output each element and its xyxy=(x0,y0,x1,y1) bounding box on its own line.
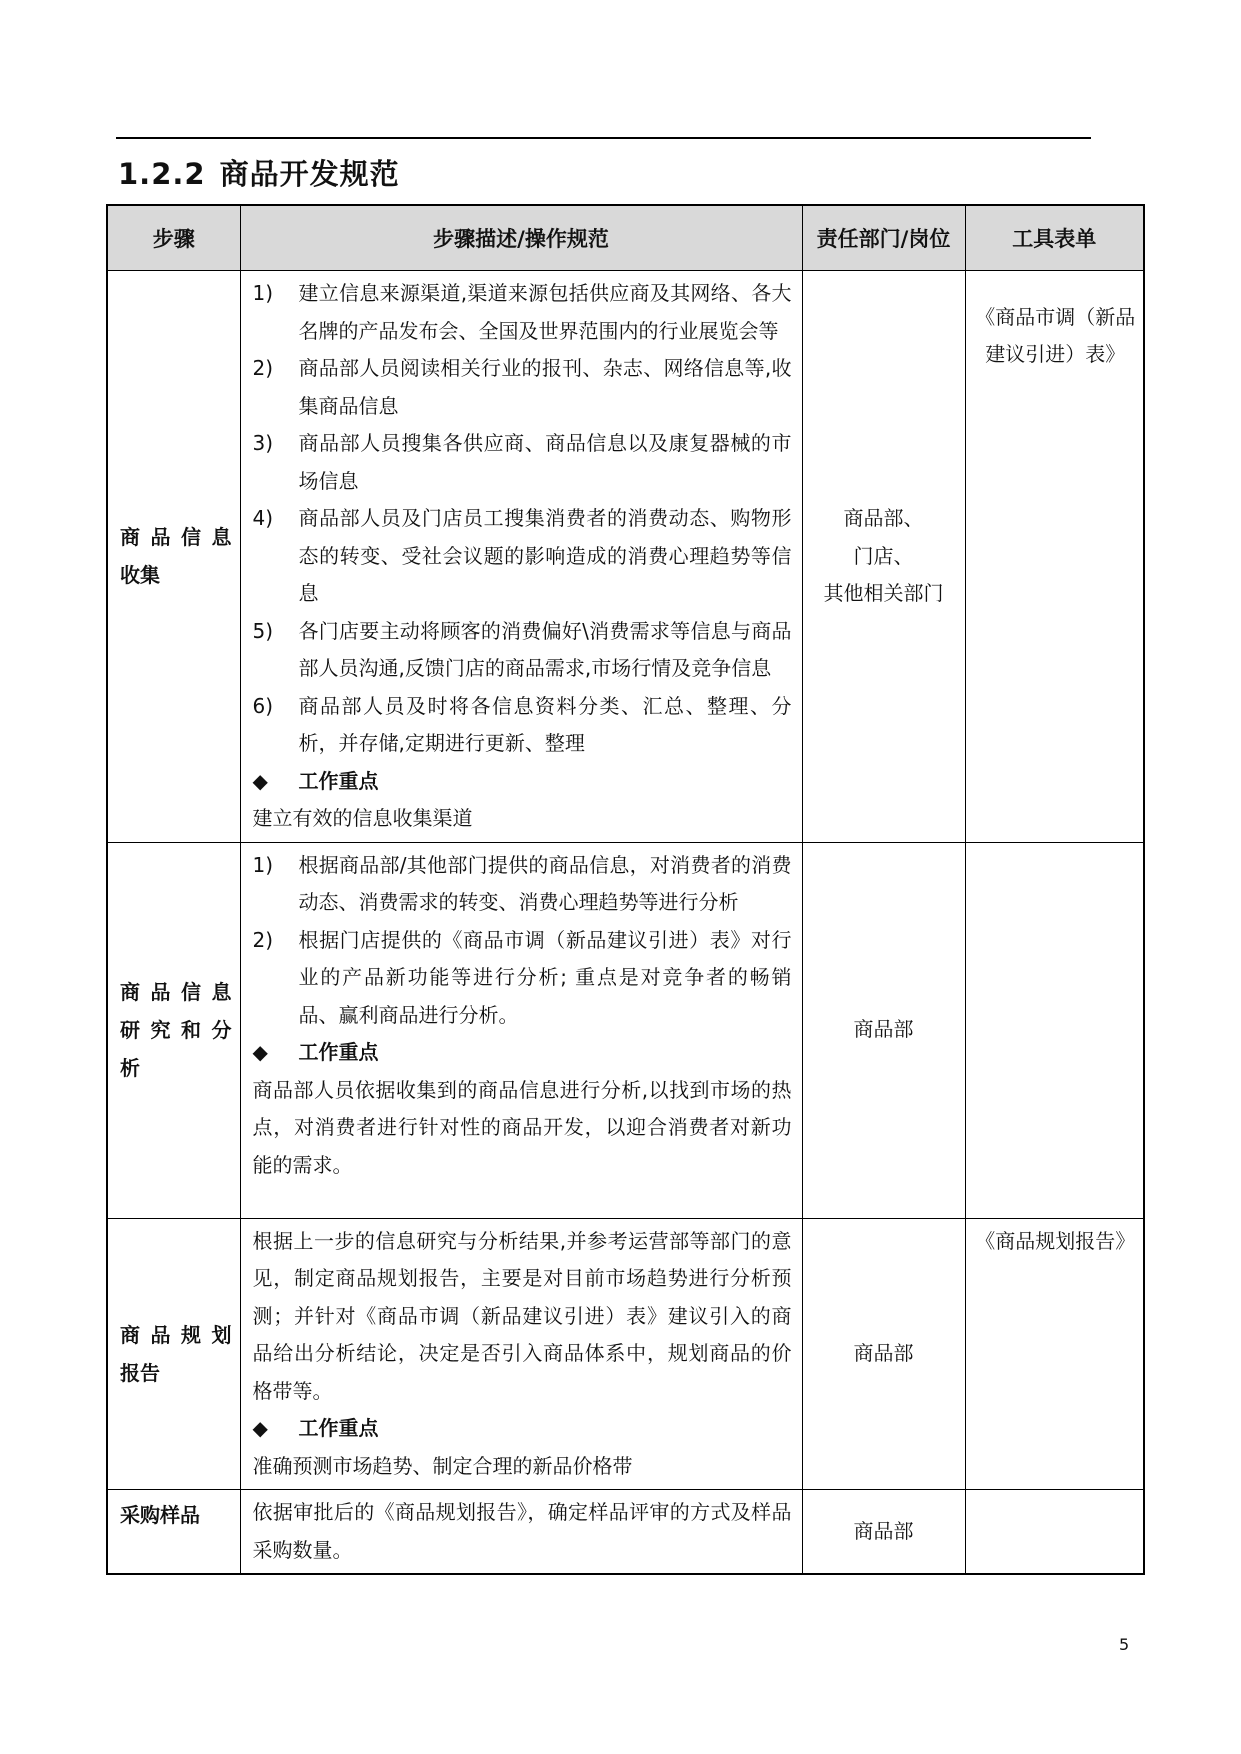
department-cell xyxy=(802,271,965,843)
key-point-label: 工作重点 xyxy=(298,1040,379,1064)
section-heading xyxy=(118,152,400,193)
item-number: 1) xyxy=(252,281,274,305)
item-text: 根据商品部/其他部门提供的商品信息，对消费者的消费动态、消费需求的转变、消费心理趋势等进行分析 xyxy=(298,852,792,914)
table-row xyxy=(107,842,1144,1218)
key-point-label: 工作重点 xyxy=(298,1416,379,1440)
item-number: 3) xyxy=(252,431,274,455)
department-line: 商品部 xyxy=(853,1017,914,1042)
list-item xyxy=(253,500,792,613)
item-number: 4) xyxy=(252,506,274,530)
section-title: 商品开发规范 xyxy=(219,157,400,191)
item-text: 商品部人员阅读相关行业的报刊、杂志、网络信息等,收集商品信息 xyxy=(298,356,792,418)
tool-cell xyxy=(965,842,1144,1218)
step-line: 采购样品 xyxy=(120,1503,200,1527)
item-text: 建立信息来源渠道,渠道来源包括供应商及其网络、各大名牌的产品发布会、全国及世界范围内的行业展览会等 xyxy=(298,281,792,343)
list-item xyxy=(253,275,792,350)
step-cell xyxy=(107,842,240,1218)
key-point-text: 建立有效的信息收集渠道 xyxy=(252,806,473,830)
item-text: 商品部人员及时将各信息资料分类、汇总、整理、分析，并存储,定期进行更新、整理 xyxy=(298,693,792,755)
department-cell xyxy=(802,1490,965,1575)
step-line: 商品规划 xyxy=(120,1322,232,1347)
page-number: 5 xyxy=(1119,1635,1130,1654)
header-tool: 工具表单 xyxy=(965,205,1144,271)
diamond-icon: ◆ xyxy=(252,1416,268,1440)
item-number: 2) xyxy=(252,356,274,380)
department-cell xyxy=(802,842,965,1218)
section-number: 1.2.2 xyxy=(118,157,206,191)
key-point-heading xyxy=(253,1410,792,1448)
list-item xyxy=(253,613,792,688)
description-cell xyxy=(240,1218,802,1490)
header-rule xyxy=(116,137,1091,139)
header-department: 责任部门/岗位 xyxy=(802,205,965,271)
step-line: 商品信息 xyxy=(120,980,232,1004)
key-point-text: 准确预测市场趋势、制定合理的新品价格带 xyxy=(252,1453,633,1478)
step-line: 研究和分 xyxy=(120,1018,232,1042)
key-point-text: 商品部人员依据收集到的商品信息进行分析,以找到市场的热点，对消费者进行针对性的商品开发，以迎合消费者对新功能的需求。 xyxy=(252,1077,792,1177)
description-cell xyxy=(240,842,802,1218)
department-cell xyxy=(802,1218,965,1490)
item-text: 根据门店提供的《商品市调（新品建议引进）表》对行业的产品新功能等进行分析; 重点是对竞争者的畅销品、赢利商品进行分析。 xyxy=(298,927,792,1027)
diamond-icon: ◆ xyxy=(252,1040,268,1064)
list-item xyxy=(253,847,792,922)
step-cell xyxy=(107,1218,240,1490)
department-line: 其他相关部门 xyxy=(823,581,944,605)
tool-cell: 《商品市调（新品建议引进）表》 xyxy=(965,271,1144,843)
item-text: 商品部人员及门店员工搜集消费者的消费动态、购物形态的转变、受社会议题的影响造成的消费心理趋势等信息 xyxy=(298,506,792,605)
step-description: 依据审批后的《商品规划报告》，确定样品评审的方式及样品采购数量。 xyxy=(252,1500,792,1562)
step-cell xyxy=(107,271,240,843)
step-line: 析 xyxy=(120,1056,140,1080)
step-description: 根据上一步的信息研究与分析结果,并参考运营部等部门的意见，制定商品规划报告，主要是对目前市场趋势进行分析预测；并针对《商品市调（新品建议引进）表》建议引入的商品给出分析结论，决定是否引入商品体系中，规划商品的价格带等。 xyxy=(252,1228,792,1403)
diamond-icon: ◆ xyxy=(252,768,268,793)
step-cell xyxy=(107,1490,240,1575)
department-line: 商品部、 xyxy=(843,506,924,530)
step-list xyxy=(253,275,792,763)
header-description: 步骤描述/操作规范 xyxy=(240,205,802,271)
item-number: 5) xyxy=(252,618,274,643)
key-point-heading xyxy=(253,763,792,801)
item-text: 商品部人员搜集各供应商、商品信息以及康复器械的市场信息 xyxy=(298,431,792,493)
header-step: 步骤 xyxy=(107,205,240,271)
step-line: 商品信息 xyxy=(120,525,232,550)
description-cell xyxy=(240,271,802,843)
table-row xyxy=(107,1218,1144,1490)
step-line: 收集 xyxy=(120,563,160,588)
spec-table xyxy=(106,204,1145,1575)
step-list xyxy=(253,847,792,1035)
item-number: 2) xyxy=(252,927,274,952)
item-text: 各门店要主动将顾客的消费偏好\消费需求等信息与商品部人员沟通,反馈门店的商品需求,市场行情及竞争信息 xyxy=(298,618,792,680)
tool-cell xyxy=(965,1490,1144,1575)
tool-cell: 《商品规划报告》 xyxy=(965,1218,1144,1490)
list-item xyxy=(253,350,792,425)
department-line: 门店、 xyxy=(853,543,914,568)
list-item xyxy=(253,922,792,1035)
list-item xyxy=(253,425,792,500)
item-number: 1) xyxy=(252,852,274,877)
item-number: 6) xyxy=(252,693,274,718)
table-header-row xyxy=(107,205,1144,271)
table-row xyxy=(107,1490,1144,1575)
table-row xyxy=(107,271,1144,843)
description-cell xyxy=(240,1490,802,1575)
list-item xyxy=(253,688,792,763)
key-point-label: 工作重点 xyxy=(298,768,379,793)
department-line: 商品部 xyxy=(853,1518,914,1543)
key-point-heading xyxy=(253,1034,792,1072)
department-line: 商品部 xyxy=(853,1341,914,1365)
step-line: 报告 xyxy=(120,1360,160,1385)
